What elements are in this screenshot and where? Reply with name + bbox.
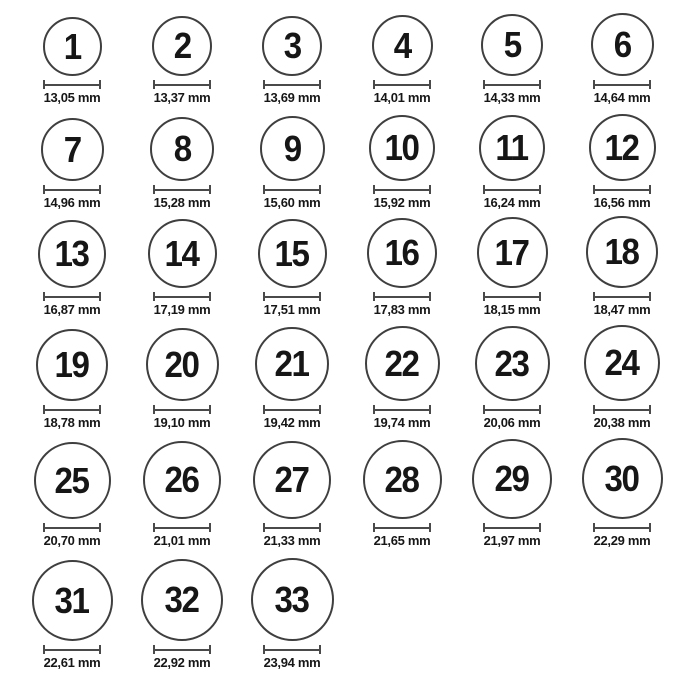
ring-circle bbox=[141, 559, 223, 641]
diameter-measure-line bbox=[43, 523, 101, 532]
diameter-measure-line bbox=[263, 523, 321, 532]
ring-row bbox=[0, 552, 700, 700]
ring-size-cell bbox=[347, 15, 457, 105]
ring-size-cell bbox=[17, 442, 127, 548]
ring-size-cell bbox=[237, 16, 347, 105]
ring-circle bbox=[253, 441, 331, 519]
measure-bar bbox=[155, 527, 209, 529]
diameter-label: 18,78 mm bbox=[43, 415, 101, 430]
ring-circle bbox=[260, 116, 325, 181]
ring-size-cell bbox=[17, 118, 127, 210]
measure-right-tick-icon bbox=[539, 292, 541, 301]
diameter-label: 20,70 mm bbox=[43, 533, 101, 548]
measure-bar bbox=[595, 527, 649, 529]
measure-right-tick-icon bbox=[649, 523, 651, 532]
measure-bar bbox=[45, 84, 99, 86]
diameter-label: 16,24 mm bbox=[483, 195, 541, 210]
diameter-label: 13,69 mm bbox=[263, 90, 321, 105]
ring-size-cell bbox=[237, 116, 347, 210]
diameter-label: 15,28 mm bbox=[153, 195, 211, 210]
diameter-measure-line bbox=[593, 405, 651, 414]
diameter-measure-line bbox=[153, 185, 211, 194]
ring-size-cell bbox=[457, 14, 567, 105]
measure-bar bbox=[45, 527, 99, 529]
ring-circle bbox=[472, 439, 552, 519]
ring-size-cell bbox=[457, 115, 567, 210]
ring-circle bbox=[372, 15, 433, 76]
ring-size-number: 15 bbox=[274, 232, 310, 274]
ring-size-number: 5 bbox=[503, 24, 521, 65]
ring-size-cell bbox=[127, 219, 237, 317]
diameter-label: 15,60 mm bbox=[263, 195, 321, 210]
diameter-measure-line bbox=[593, 292, 651, 301]
diameter-measure-line bbox=[483, 405, 541, 414]
diameter-measure-line bbox=[483, 523, 541, 532]
diameter-measure-line bbox=[263, 80, 321, 89]
measure-right-tick-icon bbox=[209, 292, 211, 301]
ring-row bbox=[0, 434, 700, 552]
diameter-label: 14,33 mm bbox=[483, 90, 541, 105]
ring-size-number: 26 bbox=[164, 459, 200, 500]
ring-size-cell bbox=[567, 325, 677, 430]
ring-size-number: 4 bbox=[393, 24, 411, 66]
ring-circle bbox=[152, 16, 212, 76]
ring-size-cell bbox=[127, 117, 237, 210]
ring-row bbox=[0, 0, 700, 108]
measure-bar bbox=[155, 84, 209, 86]
measure-right-tick-icon bbox=[99, 645, 101, 654]
ring-circle bbox=[34, 442, 111, 519]
ring-size-cell bbox=[127, 559, 237, 670]
ring-size-number: 28 bbox=[384, 458, 420, 500]
ring-size-number: 25 bbox=[54, 459, 90, 501]
ring-size-number: 3 bbox=[283, 25, 301, 66]
ring-circle bbox=[367, 218, 437, 288]
diameter-label: 17,83 mm bbox=[373, 302, 431, 317]
measure-bar bbox=[155, 649, 209, 651]
diameter-measure-line bbox=[373, 185, 431, 194]
measure-bar bbox=[265, 189, 319, 191]
ring-size-cell bbox=[567, 216, 677, 317]
diameter-label: 17,19 mm bbox=[153, 302, 211, 317]
measure-bar bbox=[595, 189, 649, 191]
diameter-label: 19,10 mm bbox=[153, 415, 211, 430]
diameter-label: 17,51 mm bbox=[263, 302, 321, 317]
ring-circle bbox=[32, 560, 113, 641]
ring-size-cell bbox=[457, 217, 567, 317]
ring-size-number: 24 bbox=[604, 342, 640, 383]
ring-size-cell bbox=[237, 558, 347, 670]
ring-circle bbox=[591, 13, 654, 76]
measure-right-tick-icon bbox=[319, 292, 321, 301]
ring-size-number: 14 bbox=[164, 232, 200, 274]
ring-circle bbox=[589, 114, 656, 181]
ring-circle bbox=[479, 115, 545, 181]
diameter-measure-line bbox=[43, 185, 101, 194]
diameter-label: 22,61 mm bbox=[43, 655, 101, 670]
ring-size-number: 18 bbox=[604, 231, 640, 272]
ring-circle bbox=[262, 16, 322, 76]
measure-right-tick-icon bbox=[539, 523, 541, 532]
measure-bar bbox=[375, 189, 429, 191]
measure-right-tick-icon bbox=[209, 405, 211, 414]
diameter-label: 20,06 mm bbox=[483, 415, 541, 430]
measure-bar bbox=[595, 409, 649, 411]
measure-bar bbox=[375, 409, 429, 411]
measure-right-tick-icon bbox=[209, 80, 211, 89]
ring-row bbox=[0, 321, 700, 434]
ring-circle bbox=[586, 216, 658, 288]
measure-bar bbox=[265, 296, 319, 298]
ring-size-cell bbox=[347, 326, 457, 430]
diameter-measure-line bbox=[373, 292, 431, 301]
ring-size-cell bbox=[17, 560, 127, 670]
measure-right-tick-icon bbox=[649, 405, 651, 414]
measure-right-tick-icon bbox=[209, 185, 211, 194]
diameter-measure-line bbox=[593, 185, 651, 194]
measure-right-tick-icon bbox=[99, 292, 101, 301]
ring-size-number: 21 bbox=[274, 343, 310, 384]
ring-circle bbox=[43, 17, 102, 76]
ring-size-number: 2 bbox=[173, 25, 191, 66]
measure-bar bbox=[485, 527, 539, 529]
ring-size-number: 16 bbox=[384, 232, 420, 273]
ring-size-cell bbox=[17, 220, 127, 317]
measure-bar bbox=[265, 527, 319, 529]
ring-circle bbox=[148, 219, 217, 288]
diameter-measure-line bbox=[593, 523, 651, 532]
ring-size-number: 20 bbox=[164, 343, 200, 385]
ring-size-number: 32 bbox=[164, 579, 200, 620]
ring-row bbox=[0, 108, 700, 214]
ring-size-cell bbox=[457, 439, 567, 548]
ring-size-number: 23 bbox=[494, 342, 530, 384]
diameter-label: 16,87 mm bbox=[43, 302, 101, 317]
ring-circle bbox=[36, 329, 108, 401]
ring-size-number: 12 bbox=[604, 126, 640, 168]
ring-size-number: 30 bbox=[604, 457, 640, 499]
ring-size-cell bbox=[17, 17, 127, 105]
diameter-measure-line bbox=[43, 405, 101, 414]
ring-size-number: 31 bbox=[54, 579, 90, 621]
ring-circle bbox=[475, 326, 550, 401]
diameter-measure-line bbox=[153, 80, 211, 89]
ring-size-number: 33 bbox=[274, 578, 310, 620]
measure-right-tick-icon bbox=[209, 523, 211, 532]
ring-circle bbox=[150, 117, 214, 181]
measure-bar bbox=[375, 527, 429, 529]
diameter-measure-line bbox=[43, 645, 101, 654]
measure-bar bbox=[45, 649, 99, 651]
measure-right-tick-icon bbox=[429, 185, 431, 194]
ring-size-number: 29 bbox=[494, 458, 530, 499]
ring-size-cell bbox=[347, 115, 457, 210]
diameter-label: 23,94 mm bbox=[263, 655, 321, 670]
diameter-label: 21,01 mm bbox=[153, 533, 211, 548]
diameter-label: 14,01 mm bbox=[373, 90, 431, 105]
ring-circle bbox=[584, 325, 660, 401]
measure-bar bbox=[155, 296, 209, 298]
measure-right-tick-icon bbox=[429, 405, 431, 414]
measure-right-tick-icon bbox=[429, 292, 431, 301]
ring-size-cell bbox=[347, 218, 457, 317]
diameter-measure-line bbox=[263, 185, 321, 194]
diameter-measure-line bbox=[483, 80, 541, 89]
measure-bar bbox=[45, 409, 99, 411]
ring-size-number: 13 bbox=[54, 233, 90, 274]
ring-circle bbox=[363, 440, 442, 519]
measure-right-tick-icon bbox=[319, 185, 321, 194]
measure-bar bbox=[485, 409, 539, 411]
diameter-label: 18,15 mm bbox=[483, 302, 541, 317]
diameter-label: 21,97 mm bbox=[483, 533, 541, 548]
ring-size-number: 7 bbox=[63, 128, 81, 170]
diameter-measure-line bbox=[373, 523, 431, 532]
ring-circle bbox=[477, 217, 548, 288]
ring-size-number: 1 bbox=[63, 25, 81, 67]
measure-right-tick-icon bbox=[319, 523, 321, 532]
measure-right-tick-icon bbox=[429, 523, 431, 532]
measure-bar bbox=[155, 189, 209, 191]
diameter-measure-line bbox=[153, 405, 211, 414]
ring-row bbox=[0, 214, 700, 321]
ring-circle bbox=[41, 118, 104, 181]
diameter-label: 19,74 mm bbox=[373, 415, 431, 430]
measure-bar bbox=[265, 84, 319, 86]
diameter-measure-line bbox=[263, 292, 321, 301]
diameter-measure-line bbox=[153, 645, 211, 654]
diameter-label: 21,65 mm bbox=[373, 533, 431, 548]
diameter-label: 16,56 mm bbox=[593, 195, 651, 210]
ring-circle bbox=[582, 438, 663, 519]
measure-bar bbox=[375, 84, 429, 86]
ring-circle bbox=[143, 441, 221, 519]
measure-bar bbox=[375, 296, 429, 298]
diameter-measure-line bbox=[373, 80, 431, 89]
ring-size-number: 8 bbox=[173, 128, 191, 169]
ring-size-number: 19 bbox=[54, 344, 90, 385]
measure-bar bbox=[265, 649, 319, 651]
diameter-label: 13,05 mm bbox=[43, 90, 101, 105]
diameter-label: 18,47 mm bbox=[593, 302, 651, 317]
measure-right-tick-icon bbox=[99, 185, 101, 194]
measure-right-tick-icon bbox=[649, 80, 651, 89]
diameter-label: 20,38 mm bbox=[593, 415, 651, 430]
ring-size-number: 6 bbox=[613, 23, 631, 65]
measure-right-tick-icon bbox=[429, 80, 431, 89]
diameter-measure-line bbox=[43, 292, 101, 301]
measure-bar bbox=[45, 296, 99, 298]
measure-bar bbox=[595, 84, 649, 86]
measure-right-tick-icon bbox=[649, 292, 651, 301]
diameter-label: 21,33 mm bbox=[263, 533, 321, 548]
ring-size-cell bbox=[127, 16, 237, 105]
measure-right-tick-icon bbox=[99, 80, 101, 89]
diameter-measure-line bbox=[263, 405, 321, 414]
diameter-label: 14,64 mm bbox=[593, 90, 651, 105]
ring-size-cell bbox=[567, 13, 677, 105]
diameter-measure-line bbox=[483, 292, 541, 301]
diameter-label: 15,92 mm bbox=[373, 195, 431, 210]
ring-size-number: 10 bbox=[384, 127, 420, 168]
ring-size-number: 9 bbox=[283, 127, 301, 169]
ring-size-cell bbox=[17, 329, 127, 430]
measure-right-tick-icon bbox=[209, 645, 211, 654]
measure-bar bbox=[485, 189, 539, 191]
measure-bar bbox=[485, 84, 539, 86]
ring-circle bbox=[258, 219, 327, 288]
ring-size-cell bbox=[237, 219, 347, 317]
ring-circle bbox=[481, 14, 543, 76]
diameter-measure-line bbox=[153, 523, 211, 532]
measure-right-tick-icon bbox=[649, 185, 651, 194]
diameter-measure-line bbox=[263, 645, 321, 654]
ring-size-cell bbox=[237, 327, 347, 430]
ring-size-cell bbox=[567, 114, 677, 210]
ring-size-number: 11 bbox=[495, 127, 529, 168]
measure-right-tick-icon bbox=[539, 80, 541, 89]
measure-right-tick-icon bbox=[539, 405, 541, 414]
diameter-label: 19,42 mm bbox=[263, 415, 321, 430]
ring-size-cell bbox=[457, 326, 567, 430]
measure-right-tick-icon bbox=[99, 405, 101, 414]
diameter-measure-line bbox=[43, 80, 101, 89]
ring-size-cell bbox=[567, 438, 677, 548]
ring-circle bbox=[255, 327, 329, 401]
measure-right-tick-icon bbox=[319, 80, 321, 89]
diameter-measure-line bbox=[593, 80, 651, 89]
diameter-measure-line bbox=[373, 405, 431, 414]
ring-size-cell bbox=[127, 328, 237, 430]
measure-right-tick-icon bbox=[99, 523, 101, 532]
measure-right-tick-icon bbox=[319, 645, 321, 654]
measure-bar bbox=[155, 409, 209, 411]
ring-circle bbox=[369, 115, 435, 181]
diameter-label: 22,92 mm bbox=[153, 655, 211, 670]
ring-circle bbox=[146, 328, 219, 401]
diameter-label: 14,96 mm bbox=[43, 195, 101, 210]
ring-size-cell bbox=[127, 441, 237, 548]
measure-right-tick-icon bbox=[539, 185, 541, 194]
ring-size-number: 22 bbox=[384, 342, 420, 384]
diameter-label: 22,29 mm bbox=[593, 533, 651, 548]
ring-size-cell bbox=[237, 441, 347, 548]
ring-circle bbox=[251, 558, 334, 641]
measure-bar bbox=[595, 296, 649, 298]
measure-bar bbox=[265, 409, 319, 411]
measure-right-tick-icon bbox=[319, 405, 321, 414]
ring-circle bbox=[38, 220, 106, 288]
ring-size-cell bbox=[347, 440, 457, 548]
ring-size-number: 27 bbox=[274, 459, 310, 500]
diameter-measure-line bbox=[483, 185, 541, 194]
diameter-measure-line bbox=[153, 292, 211, 301]
diameter-label: 13,37 mm bbox=[153, 90, 211, 105]
ring-size-number: 17 bbox=[494, 231, 530, 273]
ring-circle bbox=[365, 326, 440, 401]
measure-bar bbox=[485, 296, 539, 298]
measure-bar bbox=[45, 189, 99, 191]
